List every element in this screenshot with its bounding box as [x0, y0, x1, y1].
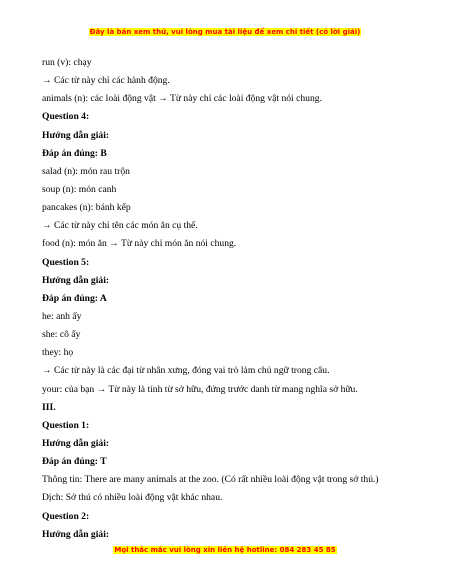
section-heading-line: III. [42, 401, 56, 413]
text-line: Dịch: Sở thú có nhiều loài động vật khác nhau. [42, 492, 223, 504]
text-line: → Các từ này chỉ tên các món ăn cụ thể. [42, 220, 198, 232]
section-heading-line: Hướng dẫn giải: [42, 437, 110, 449]
section-heading-line: Question 2: [42, 510, 90, 522]
preview-notice-text: Đây là bản xem thử, vui lòng mua tài liệu để xem chi tiết (có lời giải) [89, 28, 361, 36]
preview-notice-banner [0, 27, 450, 37]
text-line: your: của bạn → Từ này là tính từ sở hữu, đứng trước danh từ mang nghĩa sở hữu. [42, 383, 358, 395]
text-line: → Các từ này chỉ các hành động. [42, 75, 170, 87]
text-line: salad (n): món rau trộn [42, 165, 130, 177]
section-heading-line: Đáp án đúng: T [42, 456, 107, 468]
text-line: food (n): món ăn → Từ này chỉ món ăn nói chung. [42, 238, 237, 250]
text-line: Thông tin: There are many animals at the zoo. (Có rất nhiều loài động vật trong sở thú.) [42, 474, 379, 486]
text-line: run (v): chạy [42, 57, 92, 68]
text-line: she: cô ấy [42, 329, 81, 341]
text-line: soup (n): món canh [42, 183, 117, 195]
section-heading-line: Đáp án đúng: A [42, 292, 107, 304]
section-heading-line: Hướng dẫn giải: [42, 129, 110, 141]
hotline-notice-banner [0, 545, 450, 555]
section-heading-line: Question 5: [42, 256, 90, 268]
section-heading-line: Question 1: [42, 419, 90, 431]
text-line: pancakes (n): bánh kếp [42, 202, 131, 214]
section-heading-line: Đáp án đúng: B [42, 147, 107, 159]
document-body [42, 54, 414, 544]
hotline-notice-text: Mọi thắc mắc vui lòng xin liên hệ hotline: 084 283 45 85 [114, 546, 336, 554]
text-line: → Các từ này là các đại từ nhân xưng, đóng vai trò làm chủ ngữ trong câu. [42, 365, 330, 377]
section-heading-line: Question 4: [42, 111, 90, 123]
text-line: they: họ [42, 347, 74, 359]
section-heading-line: Hướng dẫn giải: [42, 528, 110, 540]
section-heading-line: Hướng dẫn giải: [42, 274, 110, 286]
text-line: he: anh ấy [42, 310, 82, 322]
text-line: animals (n): các loài động vật → Từ này chỉ các loài động vật nói chung. [42, 93, 322, 105]
